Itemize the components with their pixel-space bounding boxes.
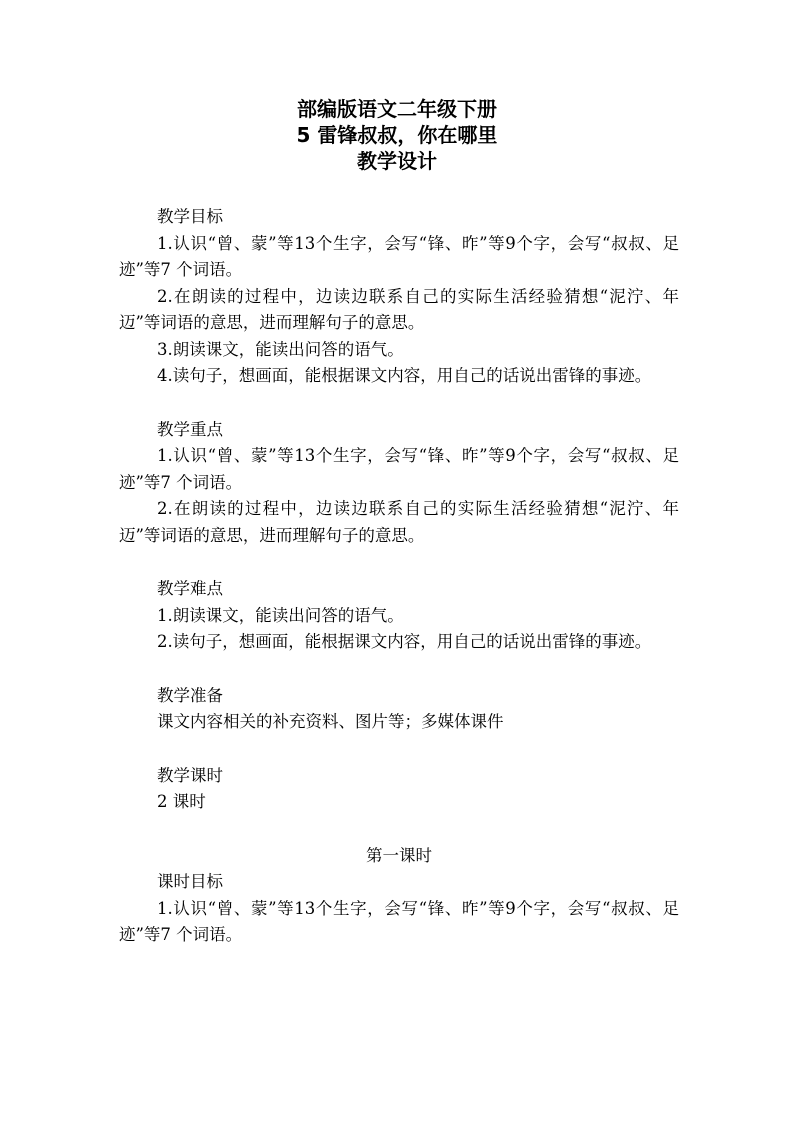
lesson-goal-item: 1.认识“曾、蒙”等13个生字，会写“锋、昨”等9个字，会写“叔叔、足迹”等7 个词语。 — [119, 898, 679, 944]
section-heading: 教学目标 — [157, 207, 223, 226]
section-heading: 教学难点 — [157, 579, 223, 598]
goal-item: 4.读句子，想画面，能根据课文内容，用自己的话说出雷锋的事迹。 — [157, 366, 652, 385]
section-heading: 教学准备 — [157, 685, 223, 705]
section-heading: 教学课时 — [157, 765, 223, 785]
lesson-title: 第一课时 — [366, 845, 432, 865]
section-difficulties — [119, 576, 679, 656]
title-line-textbook: 部编版语文二年级下册 — [297, 97, 497, 121]
title-line-design: 教学设计 — [357, 149, 437, 173]
periods-text: 2 课时 — [157, 792, 206, 811]
key-point-item: 1.认识“曾、蒙”等13个生字，会写“锋、昨”等9个字，会写“叔叔、足迹”等7 个词语。 — [119, 446, 679, 492]
document-title — [0, 96, 794, 174]
goal-item: 2.在朗读的过程中，边读边联系自己的实际生活经验猜想“泥泞、年迈”等词语的意思，进而理解句子的意思。 — [119, 286, 679, 332]
section-teaching-goals — [119, 204, 679, 390]
section-preparation — [119, 683, 679, 736]
difficulty-item: 1.朗读课文，能读出问答的语气。 — [157, 605, 404, 625]
key-point-item: 2.在朗读的过程中，边读边联系自己的实际生活经验猜想“泥泞、年迈”等词语的意思，进而理解句子的意思。 — [119, 499, 679, 545]
goal-item: 3.朗读课文，能读出问答的语气。 — [157, 339, 404, 359]
section-class-periods — [119, 763, 679, 816]
preparation-text: 课文内容相关的补充资料、图片等；多媒体课件 — [157, 712, 504, 731]
section-heading: 课时目标 — [157, 872, 223, 891]
section-lesson-one — [119, 843, 679, 949]
document-body — [119, 204, 679, 949]
goal-item: 1.认识“曾、蒙”等13个生字，会写“锋、昨”等9个字，会写“叔叔、足迹”等7 个词语。 — [119, 233, 679, 279]
section-key-points — [119, 417, 679, 550]
section-heading: 教学重点 — [157, 419, 223, 439]
title-line-lesson: 5 雷锋叔叔，你在哪里 — [296, 123, 498, 147]
difficulty-item: 2.读句子，想画面，能根据课文内容，用自己的话说出雷锋的事迹。 — [157, 632, 652, 651]
